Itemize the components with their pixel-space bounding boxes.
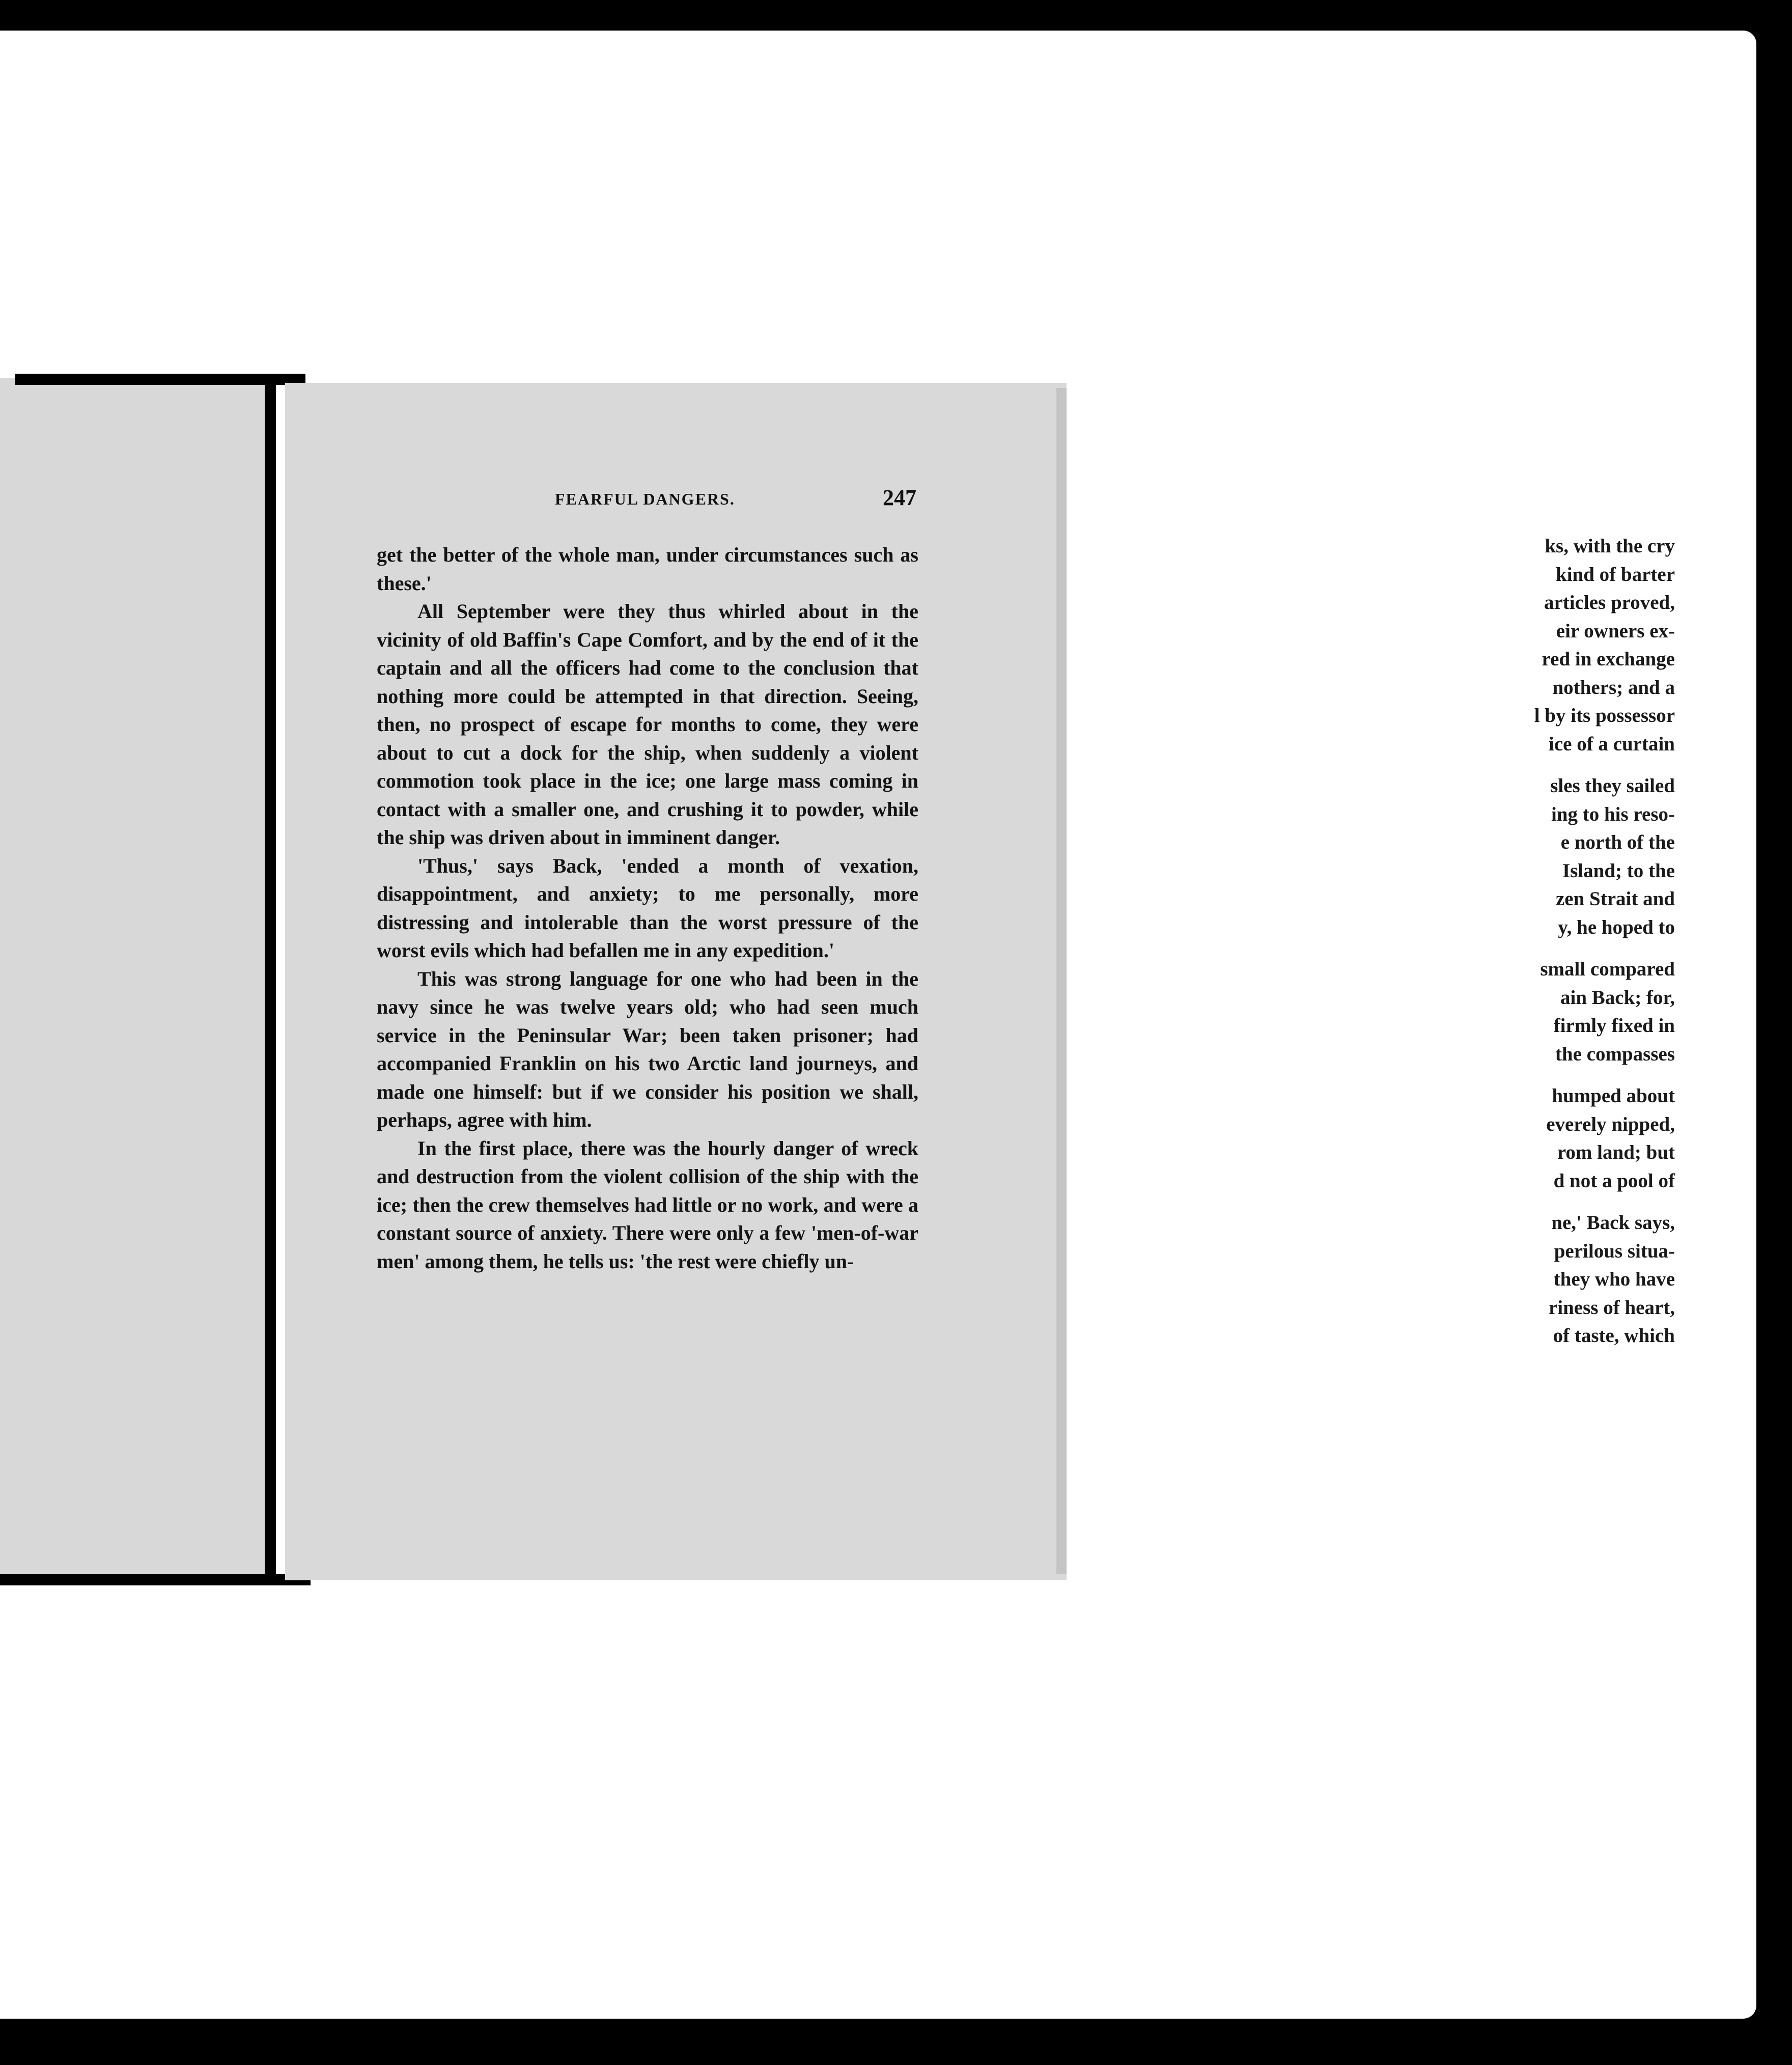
- text-line: kind of barter: [1556, 563, 1675, 585]
- text-line: ne,' Back says,: [1551, 1212, 1675, 1234]
- text-line: perilous situa-: [1554, 1240, 1675, 1262]
- paragraph: All September were they thus whirled about in the vicinity of old Baffin's Cape Comfort, and by the end of it the captain and all the officers had come to the conclusion that nothing more could be attempted in that direction. Seeing, then, no prospect of escape for months to come, they were about to cut a dock for the ship, when suddenly a violent commotion took place in the ice; one large mass coming in contact with a smaller one, and crushing it to powder, while the ship was driven about in imminent danger.: [377, 600, 918, 849]
- page-gutter-border: [265, 378, 276, 1585]
- paragraph: This was strong language for one who had been in the navy since he was twelve years old; who had seen much service in the Peninsular War; been taken prisoner; had accompanied Franklin on his two Arctic land journeys, and made one himself: but if we consider his position we shall, perhaps, agree with him.: [377, 967, 918, 1131]
- paragraph: 'Thus,' says Back, 'ended a month of vexation, disappointment, and anxiety; to me personally, more distressing and intolerable than the worst pressure of the worst evils which had befallen me in any expedition.': [377, 854, 918, 962]
- page-edge-shadow: [1056, 388, 1067, 1574]
- paragraph-gap: [1410, 1195, 1675, 1209]
- text-line: rom land; but: [1557, 1141, 1675, 1163]
- text-line: small compared: [1540, 958, 1675, 980]
- paragraph: In the first place, there was the hourly danger of wreck and destruction from the violent collision of the ship with the ice; then the crew themselves had little or no work, and were a constant source of anxiety. There were only a few 'men-of-war men' among them, he tells us: 'the rest were chiefly un-: [377, 1136, 918, 1273]
- paragraph: get the better of the whole man, under circumstances such as these.': [377, 543, 918, 595]
- left-page-text: [1410, 532, 1675, 1350]
- left-page: [0, 378, 275, 1585]
- body-text: [377, 541, 918, 1275]
- text-line: everely nipped,: [1546, 1113, 1675, 1135]
- text-line: e north of the: [1560, 831, 1675, 853]
- scan-frame-top: [0, 0, 1792, 31]
- text-line: ing to his reso-: [1551, 803, 1675, 825]
- text-line: l by its possessor: [1534, 705, 1675, 727]
- text-line: d not a pool of: [1553, 1169, 1675, 1192]
- text-line: y, he hoped to: [1558, 916, 1675, 938]
- running-head: FEARFUL DANGERS.: [555, 490, 735, 508]
- text-line: humped about: [1552, 1085, 1675, 1107]
- text-line: ks, with the cry: [1545, 535, 1675, 557]
- text-line: articles proved,: [1544, 592, 1675, 613]
- text-line: nothers; and a: [1552, 676, 1675, 699]
- text-line: Island; to the: [1562, 859, 1675, 882]
- text-line: ain Back; for,: [1560, 986, 1675, 1009]
- left-page-bottom-border: [0, 1574, 311, 1585]
- text-line: ice of a curtain: [1548, 733, 1675, 755]
- text-line: red in exchange: [1542, 648, 1675, 670]
- text-line: of taste, which: [1553, 1325, 1675, 1347]
- text-line: eir owners ex-: [1556, 620, 1675, 642]
- text-line: they who have: [1553, 1268, 1675, 1290]
- text-line: riness of heart,: [1548, 1296, 1675, 1319]
- text-line: the compasses: [1555, 1043, 1675, 1065]
- paragraph-gap: [1410, 1068, 1675, 1082]
- left-page-top-border: [15, 374, 305, 385]
- paragraph-gap: [1410, 758, 1675, 772]
- text-line: sles they sailed: [1550, 775, 1675, 797]
- paragraph-gap: [1410, 941, 1675, 955]
- page-number: 247: [883, 485, 916, 510]
- scan-frame-bottom: [0, 2019, 1792, 2065]
- text-line: firmly fixed in: [1553, 1015, 1675, 1037]
- text-line: zen Strait and: [1556, 888, 1675, 910]
